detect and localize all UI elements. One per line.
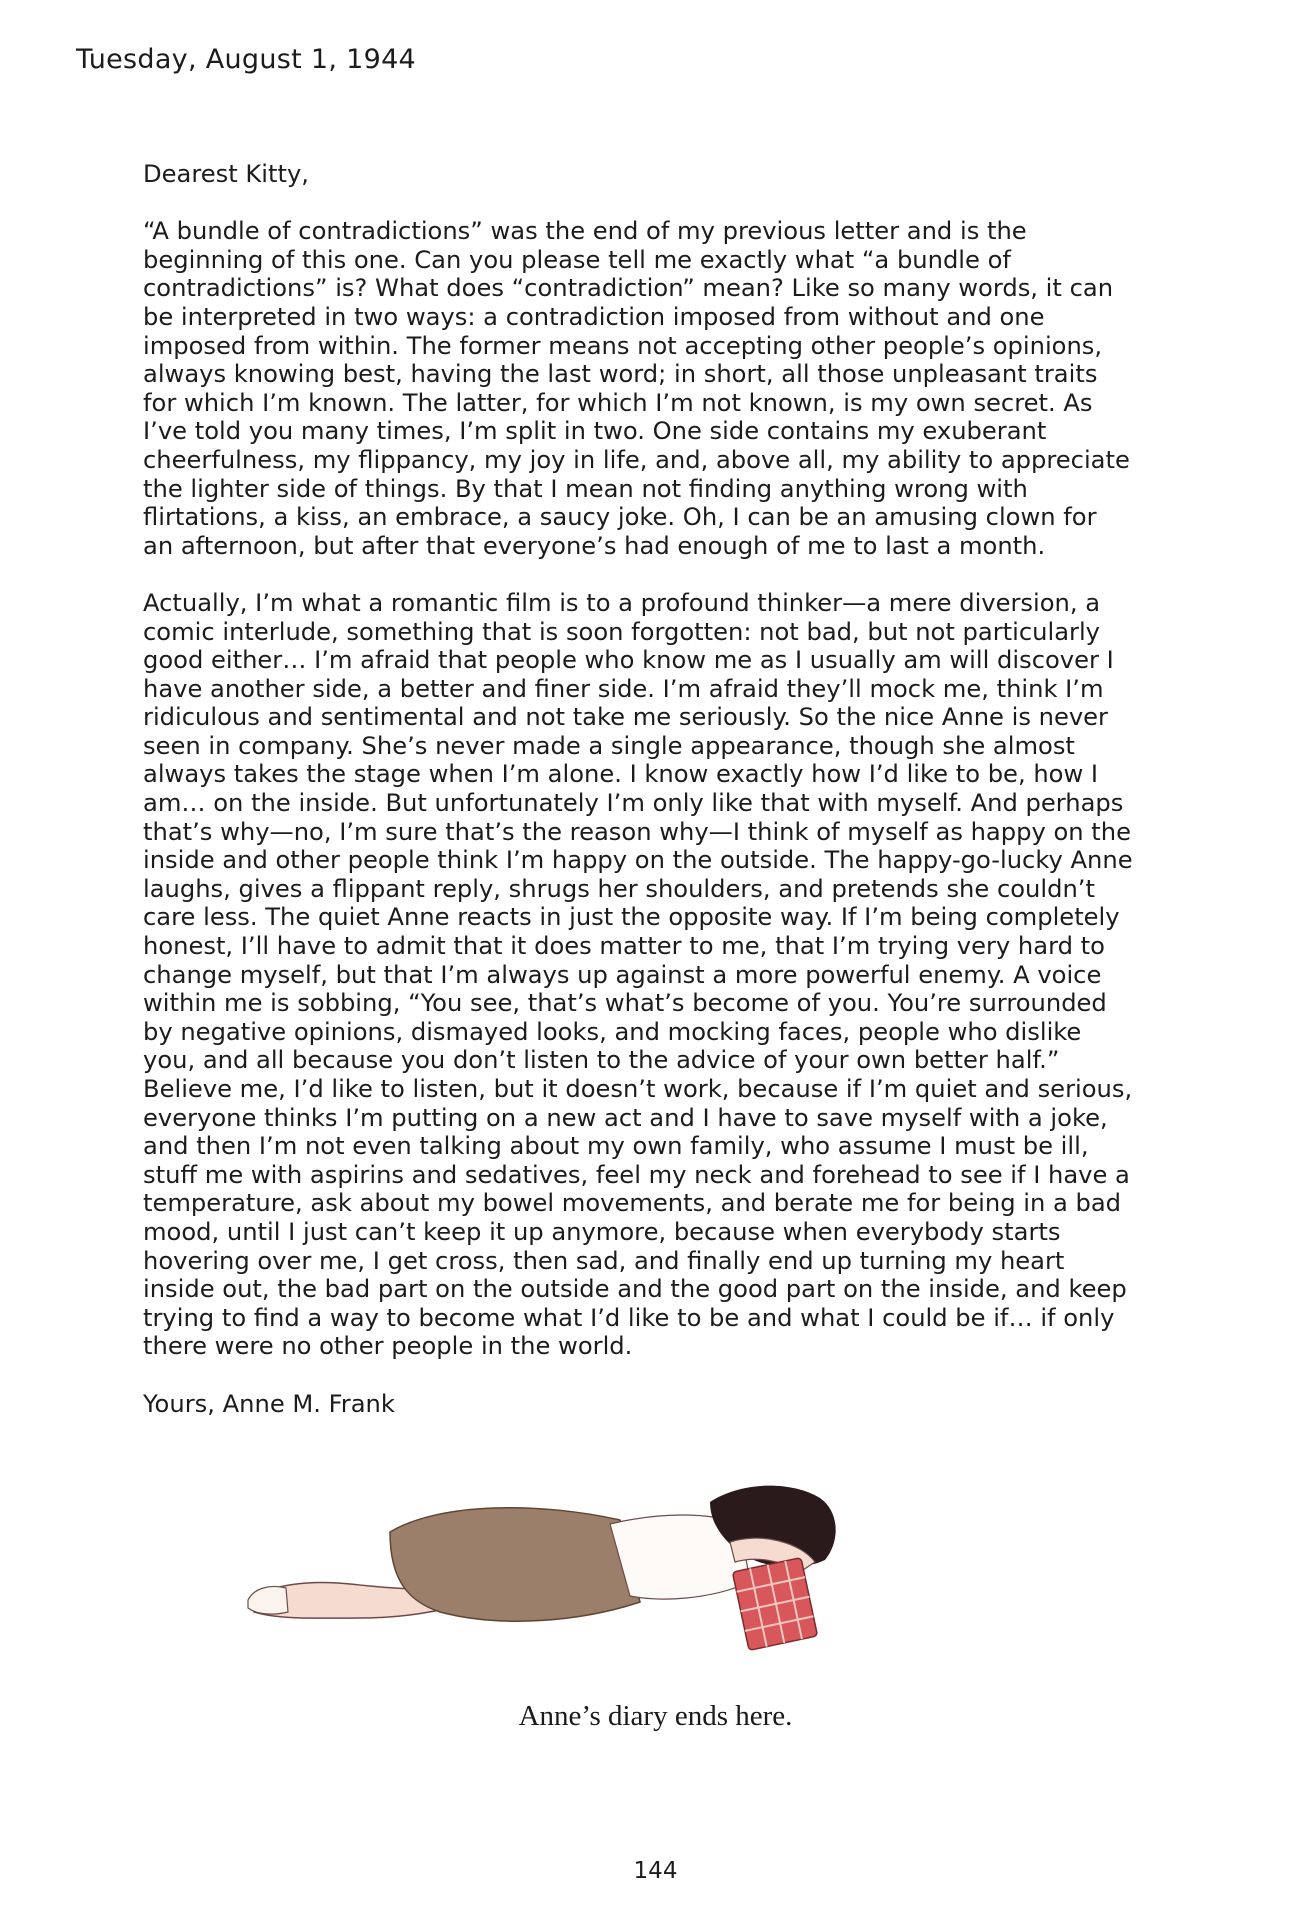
diary-end-caption: Anne’s diary ends here. [518,1700,793,1732]
entry-date: Tuesday, August 1, 1944 [76,44,417,75]
letter-body [143,160,1133,1418]
illustration-diary [732,1558,817,1651]
reclining-girl-illustration [240,1472,930,1662]
letter-paragraph-1: “A bundle of contradictions” was the end of my previous letter and is the beginning of this one. Can you please tell me exactly what “a bundle of contradictions” is? What does “contradiction” mean? Like so many words, it can be interpreted in two ways: a contradiction imposed from without and one imposed from within. The former means not accepting other people’s opinions, always knowing best, having the last word; in short, all those unpleasant traits for which I’m known. The latter, for which I’m not known, is my own secret. As I’ve told you many times, I’m split in two. One side contains my exuberant cheerfulness, my flippancy, my joy in life, and, above all, my ability to appreciate the lighter side of things. By that I mean not finding anything wrong with flirtations, a kiss, an embrace, a saucy joke. Oh, I can be an amusing clown for an afternoon, but after that everyone’s had enough of me to last a month. [143,217,1130,560]
letter-signoff: Yours, Anne M. Frank [143,1389,395,1418]
page-number: 144 [633,1858,678,1884]
letter-salutation: Dearest Kitty, [143,160,309,188]
illustration-skirt [390,1508,640,1621]
letter-paragraph-2: Actually, I’m what a romantic film is to a profound thinker—a mere diversion, a comic interlude, something that is soon forgotten: not bad, but not particularly good either… I’m afraid that people who know me as I usually am will discover I have another side, a better and finer side. I’m afraid they’ll mock me, think I’m ridiculous and sentimental and not take me seriously. So the nice Anne is never seen in company. She’s never made a single appearance, though she almost always takes the stage when I’m alone. I know exactly how I’d like to be, how I am… on the inside. But unfortunately I’m only like that with myself. And perhaps that’s why—no, I’m sure that’s the reason why—I think of myself as happy on the inside and other people think I’m happy on the outside. The happy-go-lucky Anne laughs, gives a flippant reply, shrugs her shoulders, and pretends she couldn’t care less. The quiet Anne reacts in just the opposite way. If I’m being completely honest, I’ll have to admit that it does matter to me, that I’m trying very hard to change myself, but that I’m always up against a more powerful enemy. A voice within me is sobbing, “You see, that’s what’s become of you. You’re surrounded by negative opinions, dismayed looks, and mocking faces, people who dislike you, and all because you don’t listen to the advice of your own better half.” Believe me, I’d like to listen, but it doesn’t work, because if I’m quiet and serious, everyone thinks I’m putting on a new act and I have to save myself with a joke, and then I’m not even talking about my own family, who assume I must be ill, stuff me with aspirins and sedatives, feel my neck and forehead to see if I have a temperature, ask about my bowel movements, and berate me for being in a bad mood, until I just can’t keep it up anymore, because when everybody starts hovering over me, I get cross, then sad, and finally end up turning my heart inside out, the bad part on the outside and the good part on the inside, and keep trying to find a way to become what I’d like to be and what I could be if… if only there were no other people in the world. [143,588,1133,1361]
illustration-socks [248,1587,288,1615]
